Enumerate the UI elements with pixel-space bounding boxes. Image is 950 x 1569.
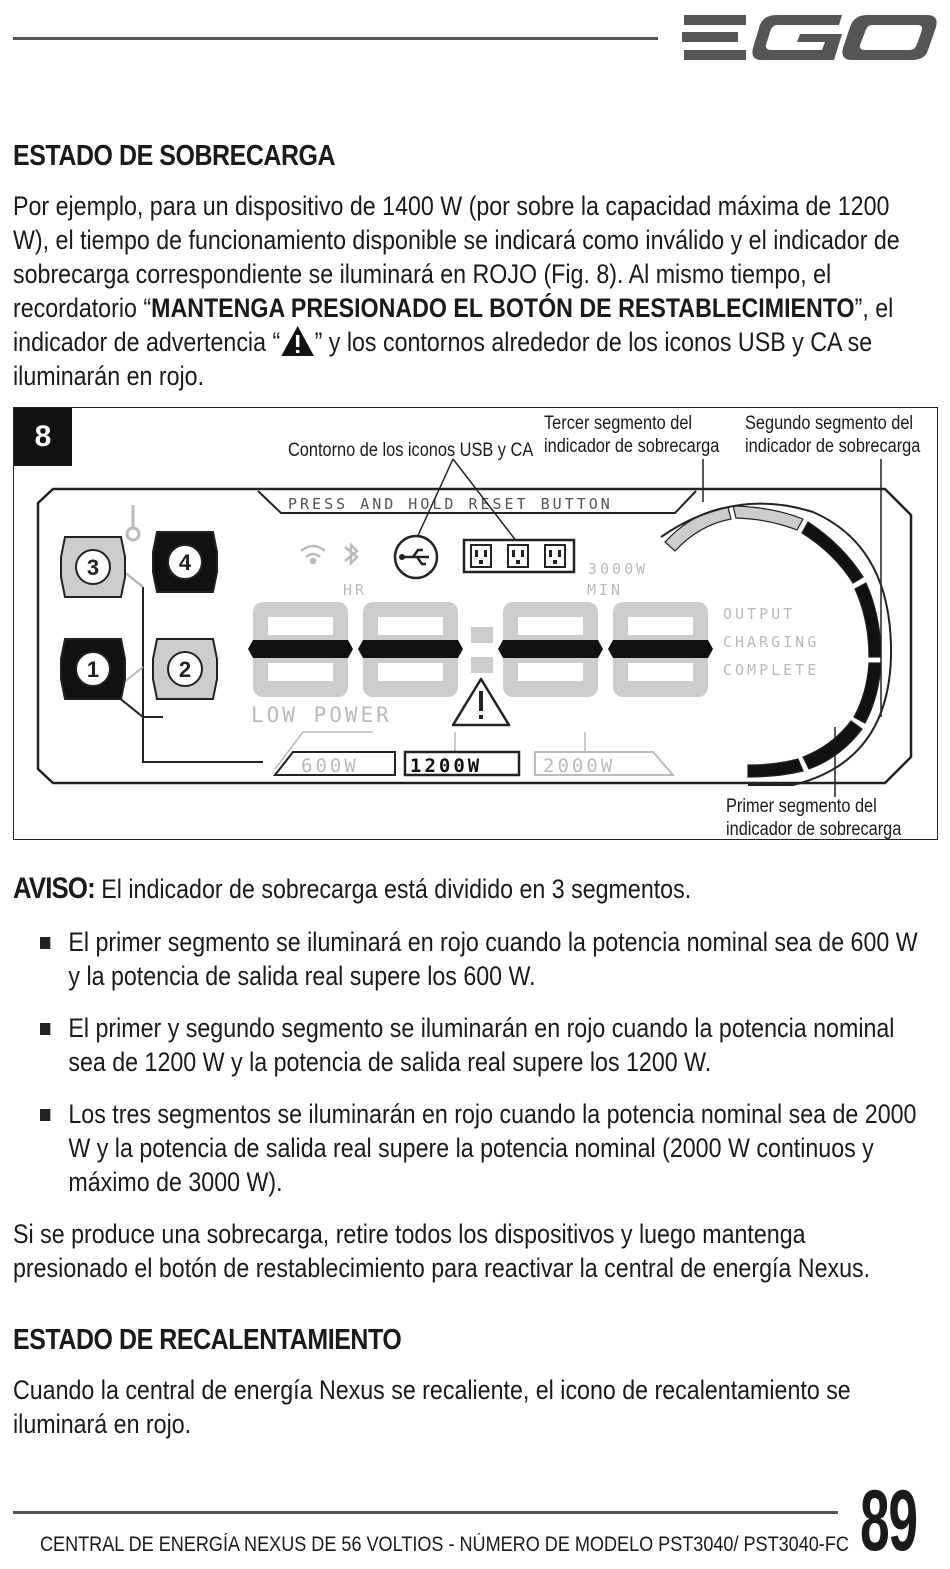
- callout-line: indicador de sobrecarga: [745, 436, 921, 457]
- ego-logo: [682, 10, 937, 65]
- svg-text:3: 3: [86, 554, 99, 580]
- overload-segment-1: [748, 721, 862, 777]
- page-number: 89: [860, 1473, 917, 1569]
- footer-text: CENTRAL DE ENERGÍA NEXUS DE 56 VOLTIOS - NÚMERO DE MODELO PST3040/ PST3040-FC: [40, 1533, 849, 1556]
- power-mode-600w: [275, 752, 395, 777]
- hr-label: HR: [342, 580, 367, 599]
- reset-banner-text: PRESS AND HOLD RESET BUTTON: [287, 494, 613, 513]
- callout-usb-ac-outline: Contorno de los iconos USB y CA: [288, 440, 534, 461]
- usb-icon: [395, 536, 437, 578]
- svg-text:2: 2: [178, 656, 191, 682]
- bluetooth-icon: [345, 545, 357, 563]
- header-rule: [13, 37, 658, 40]
- list-item: Los tres segmentos se iluminarán en rojo cuando la potencia nominal sea de 2000 W y la potencia de salida real supere la potencia nominal (2000 W continuos y máximo de 3000 W).: [40, 1097, 934, 1199]
- section-title-overload: ESTADO DE SOBRECARGA: [13, 140, 336, 172]
- thermometer-icon: [127, 505, 139, 540]
- overload-reset-paragraph: Si se produce una sobrecarga, retire todos los dispositivos y luego mantenga presionado el botón de restablecimiento para reactivar la central de energía Nexus.: [13, 1219, 871, 1283]
- warning-icon: [453, 679, 509, 725]
- bullet-icon: [40, 937, 50, 949]
- svg-text:600W: 600W: [300, 754, 359, 777]
- notice-text: El indicador de sobrecarga está dividido en 3 segmentos.: [101, 874, 692, 904]
- min-label: MIN: [586, 580, 623, 599]
- section-title-overheat: ESTADO DE RECALENTAMIENTO: [13, 1324, 402, 1356]
- bullet-icon: [40, 1023, 50, 1035]
- svg-text:1200W: 1200W: [409, 754, 482, 777]
- svg-text:4: 4: [178, 549, 191, 575]
- overload-segment-2: [802, 522, 881, 723]
- control-panel-display: [13, 407, 938, 840]
- status-complete: COMPLETE: [722, 660, 819, 679]
- overheat-paragraph: Cuando la central de energía Nexus se recaliente, el icono de recalentamiento se iluminará en rojo.: [13, 1375, 851, 1439]
- battery-slot-2: [153, 639, 217, 699]
- figure-8: [13, 407, 938, 840]
- overload-paragraph: Por ejemplo, para un dispositivo de 1400 W (por sobre la capacidad máxima de 1200 W), el tiempo de funcionamiento disponible se indicará como inválido y el indicador de sobrecarga correspondiente se iluminará en ROJO (Fig. 8). Al mismo tiempo, el recordatorio “MANTENGA PRESIONADO EL BOTÓN DE RESTABLECIMIENTO”, el indicador de advertencia “ ” y los contornos alrededor de los iconos USB y CA se iluminarán en rojo.: [13, 191, 900, 391]
- notice: [13, 872, 691, 906]
- callout-line: Primer segmento del: [726, 796, 877, 817]
- svg-text:1: 1: [86, 656, 99, 682]
- battery-slot-1: [61, 639, 125, 699]
- callout-line: Segundo segmento del: [745, 413, 914, 434]
- max-power-label: 3000W: [587, 559, 648, 578]
- status-output: OUTPUT: [722, 604, 795, 623]
- warning-icon: [280, 325, 314, 357]
- battery-slot-3: [61, 537, 125, 597]
- bullet-icon: [40, 1109, 50, 1121]
- callout-line: indicador de sobrecarga: [726, 819, 902, 840]
- status-charging: CHARGING: [722, 632, 819, 651]
- svg-text:2000W: 2000W: [542, 754, 615, 777]
- callout-line: indicador de sobrecarga: [544, 436, 720, 457]
- overload-segment-3: [665, 506, 803, 551]
- figure-number: 8: [14, 408, 72, 466]
- notice-label: AVISO:: [13, 872, 95, 905]
- callout-line: Tercer segmento del: [544, 413, 693, 434]
- ac-outlets-icon: [464, 540, 574, 572]
- power-mode-2000w: [535, 752, 673, 777]
- footer-rule: [13, 1511, 838, 1514]
- list-item: El primer y segundo segmento se iluminarán en rojo cuando la potencia nominal sea de 1200 W y la potencia de salida real supere los 1200 W.: [40, 1011, 934, 1079]
- wifi-icon: [301, 546, 325, 563]
- low-power-label: LOW POWER: [250, 702, 392, 727]
- power-mode-1200w: [405, 752, 519, 777]
- battery-slot-4: [153, 532, 217, 592]
- list-item: El primer segmento se iluminará en rojo cuando la potencia nominal sea de 600 W y la potencia de salida real supere los 600 W.: [40, 925, 934, 993]
